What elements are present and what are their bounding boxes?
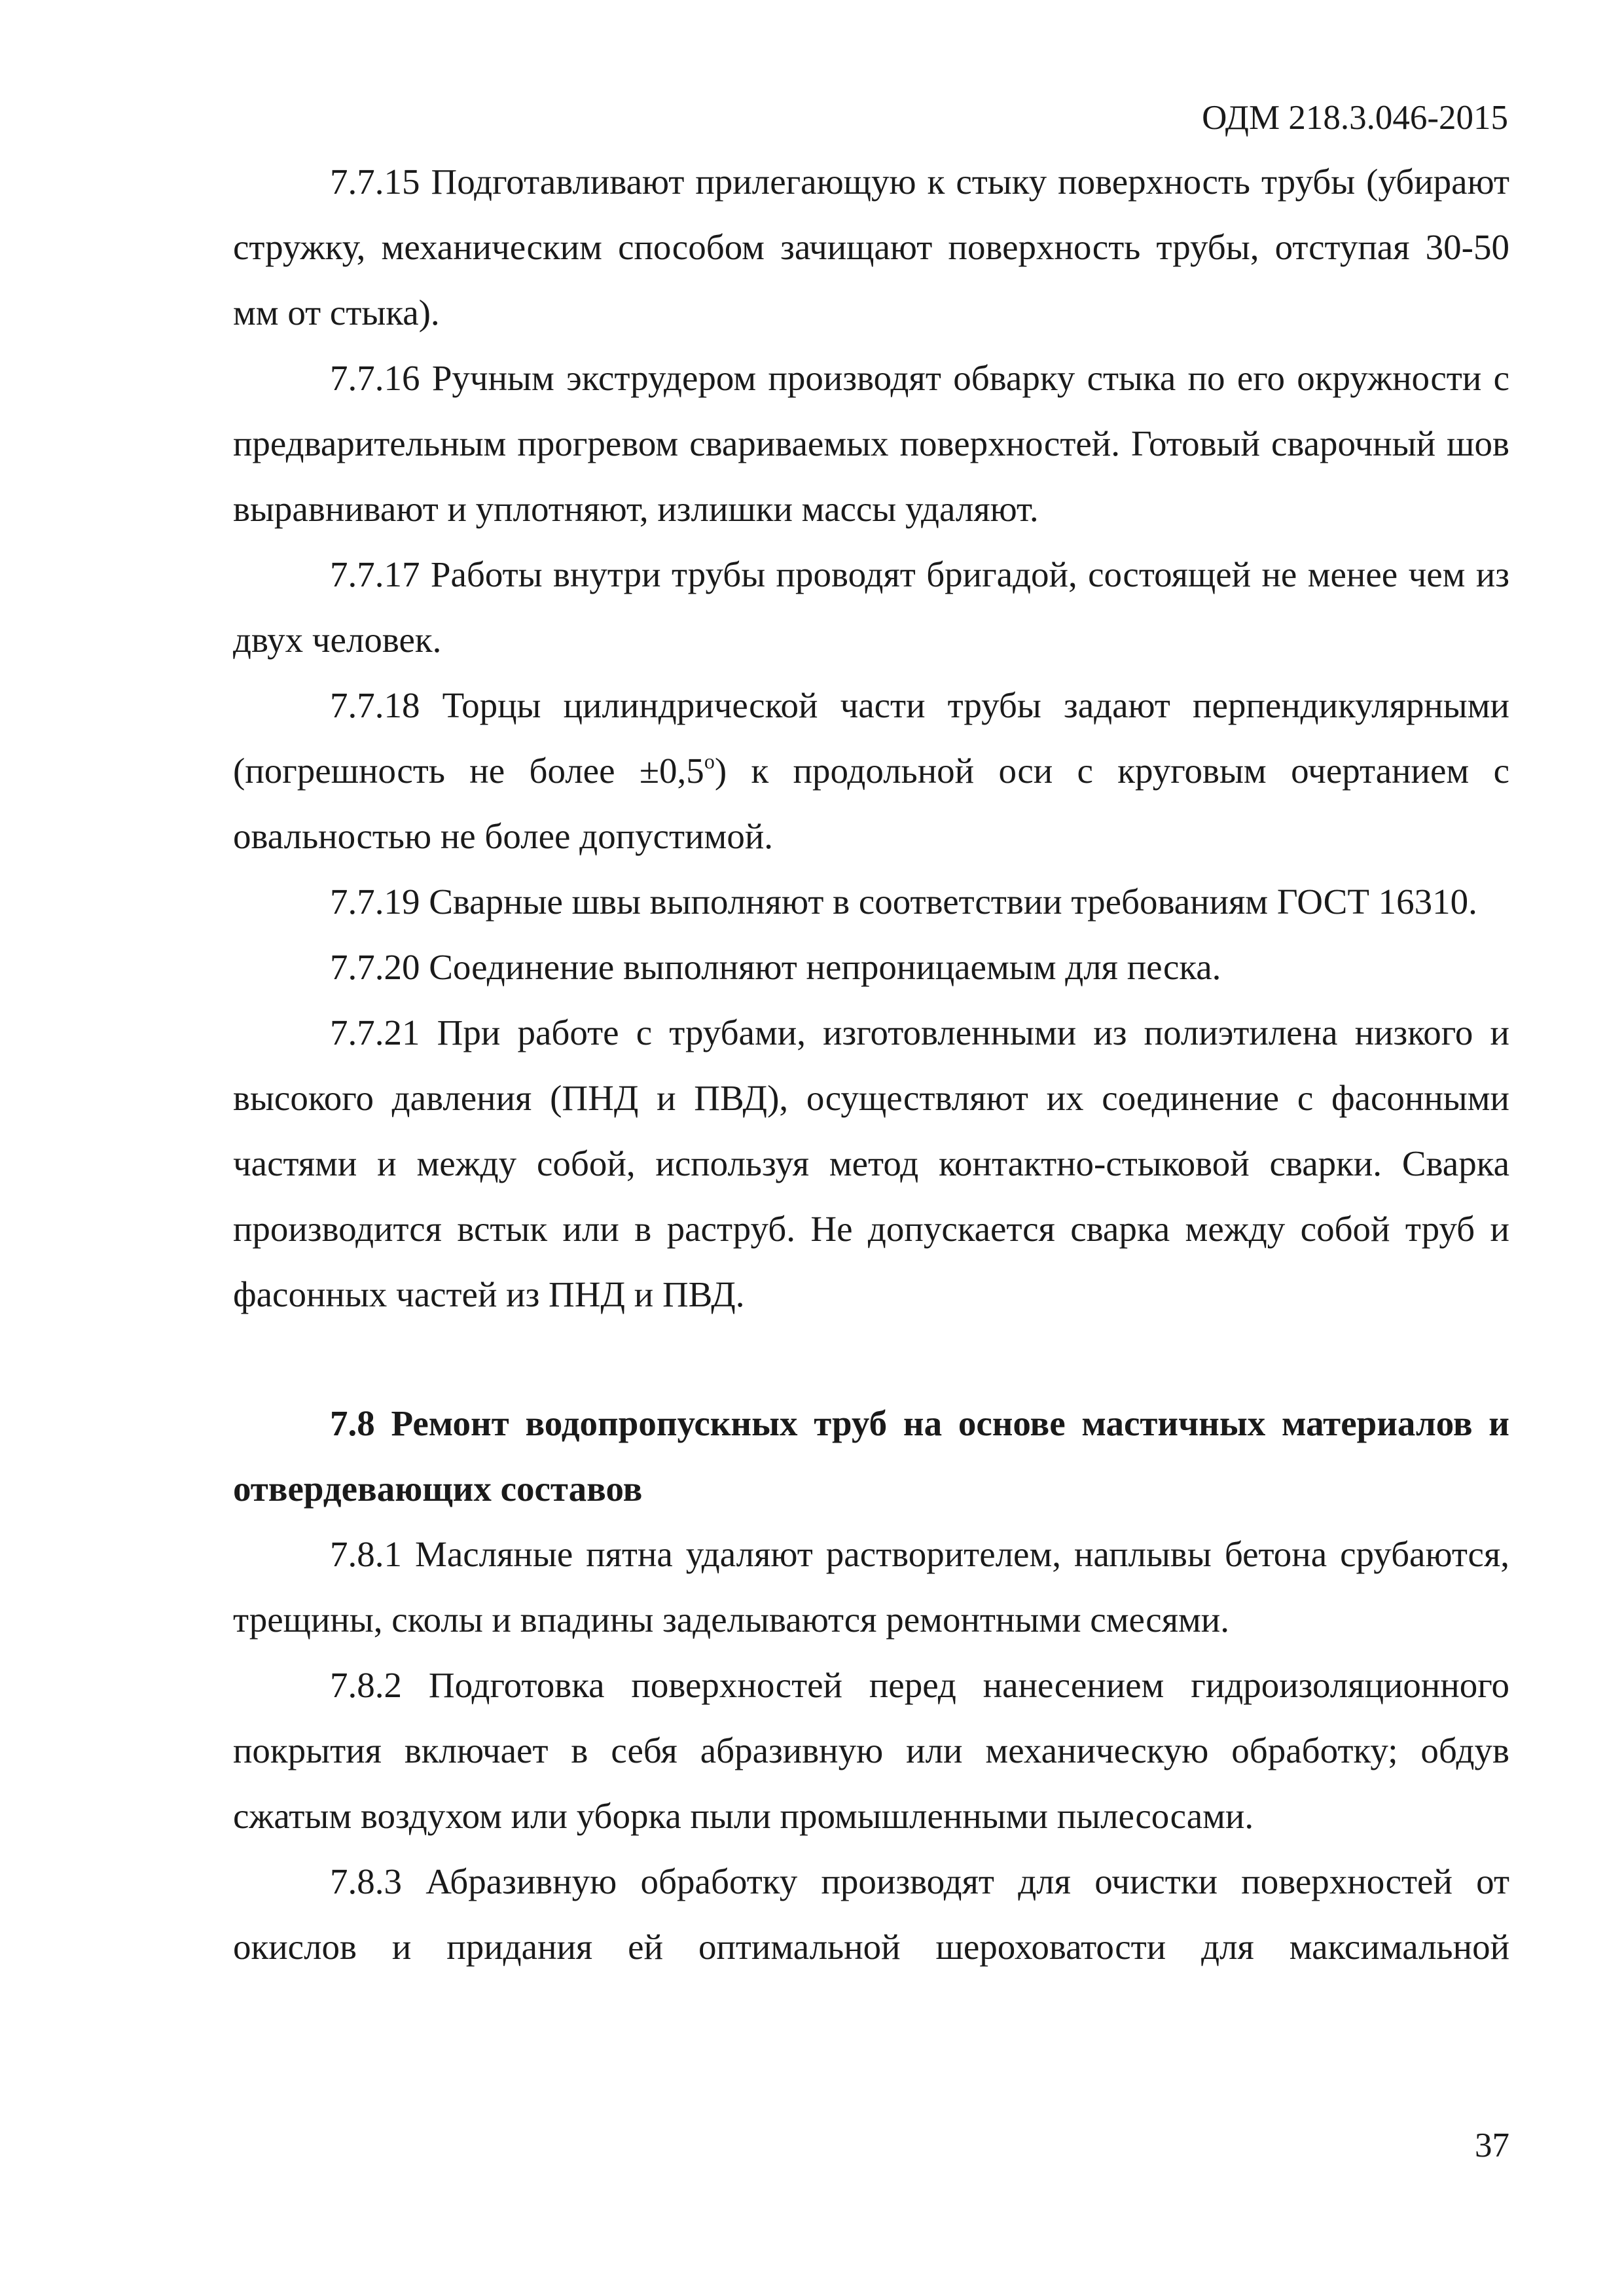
paragraph-7-8-3: 7.8.3 Абразивную обработку производят для очистки поверхностей от окислов и придания ей оптимальной шероховатости для максимальной bbox=[233, 1861, 1509, 1967]
paragraph-7-7-15: 7.7.15 Подготавливают прилегающую к стыку поверхность трубы (убирают стружку, механическим способом зачищают поверхность трубы, отступая 30-50 мм от стыка). bbox=[233, 162, 1509, 332]
paragraph-7-8-2: 7.8.2 Подготовка поверхностей перед нанесением гидроизоляционного покрытия включает в себя абразивную или механическую обработку; обдув сжатым воздухом или уборка пыли промышленными пылесосами. bbox=[233, 1665, 1509, 1836]
paragraph-7-7-17: 7.7.17 Работы внутри трубы проводят бригадой, состоящей не менее чем из двух человек. bbox=[233, 554, 1509, 660]
paragraph-7-8-1: 7.8.1 Масляные пятна удаляют растворителем, наплывы бетона срубаются, трещины, сколы и впадины заделываются ремонтными смесями. bbox=[233, 1534, 1509, 1640]
degree-superscript: о bbox=[704, 749, 715, 773]
paragraph-7-7-18-start: 7.7.18 Торцы цилиндрической части трубы задают перпендикулярными (погрешность не более ±0,5 bbox=[233, 685, 1509, 791]
section-heading-7-8: 7.8 Ремонт водопропускных труб на основе мастичных материалов и отвердевающих составов bbox=[233, 1403, 1509, 1509]
paragraph-7-7-19: 7.7.19 Сварные швы выполняют в соответствии требованиям ГОСТ 16310. bbox=[330, 882, 1477, 922]
paragraph-7-7-21: 7.7.21 При работе с трубами, изготовленными из полиэтилена низкого и высокого давления (ПНД и ПВД), осуществляют их соединение с фасонными частями и между собой, используя метод контактно-стыковой сварки. Сварка производится встык или в раструб. Не допускается сварка между собой труб и фасонных частей из ПНД и ПВД. bbox=[233, 1013, 1509, 1314]
paragraph-7-7-18 bbox=[233, 673, 1509, 869]
paragraph-7-7-20: 7.7.20 Соединение выполняют непроницаемым для песка. bbox=[330, 947, 1221, 987]
page-number: 37 bbox=[1475, 2126, 1509, 2164]
page-body bbox=[233, 149, 1509, 1980]
document-code: ОДМ 218.3.046-2015 bbox=[1202, 99, 1508, 137]
paragraph-7-7-18-end: ) к продольной оси с круговым очертанием с овальностью не более допустимой. bbox=[233, 751, 1509, 856]
paragraph-7-7-16: 7.7.16 Ручным экструдером производят обварку стыка по его окружности с предварительным прогревом свариваемых поверхностей. Готовый сварочный шов выравнивают и уплотняют, излишки массы удаляют. bbox=[233, 358, 1509, 529]
